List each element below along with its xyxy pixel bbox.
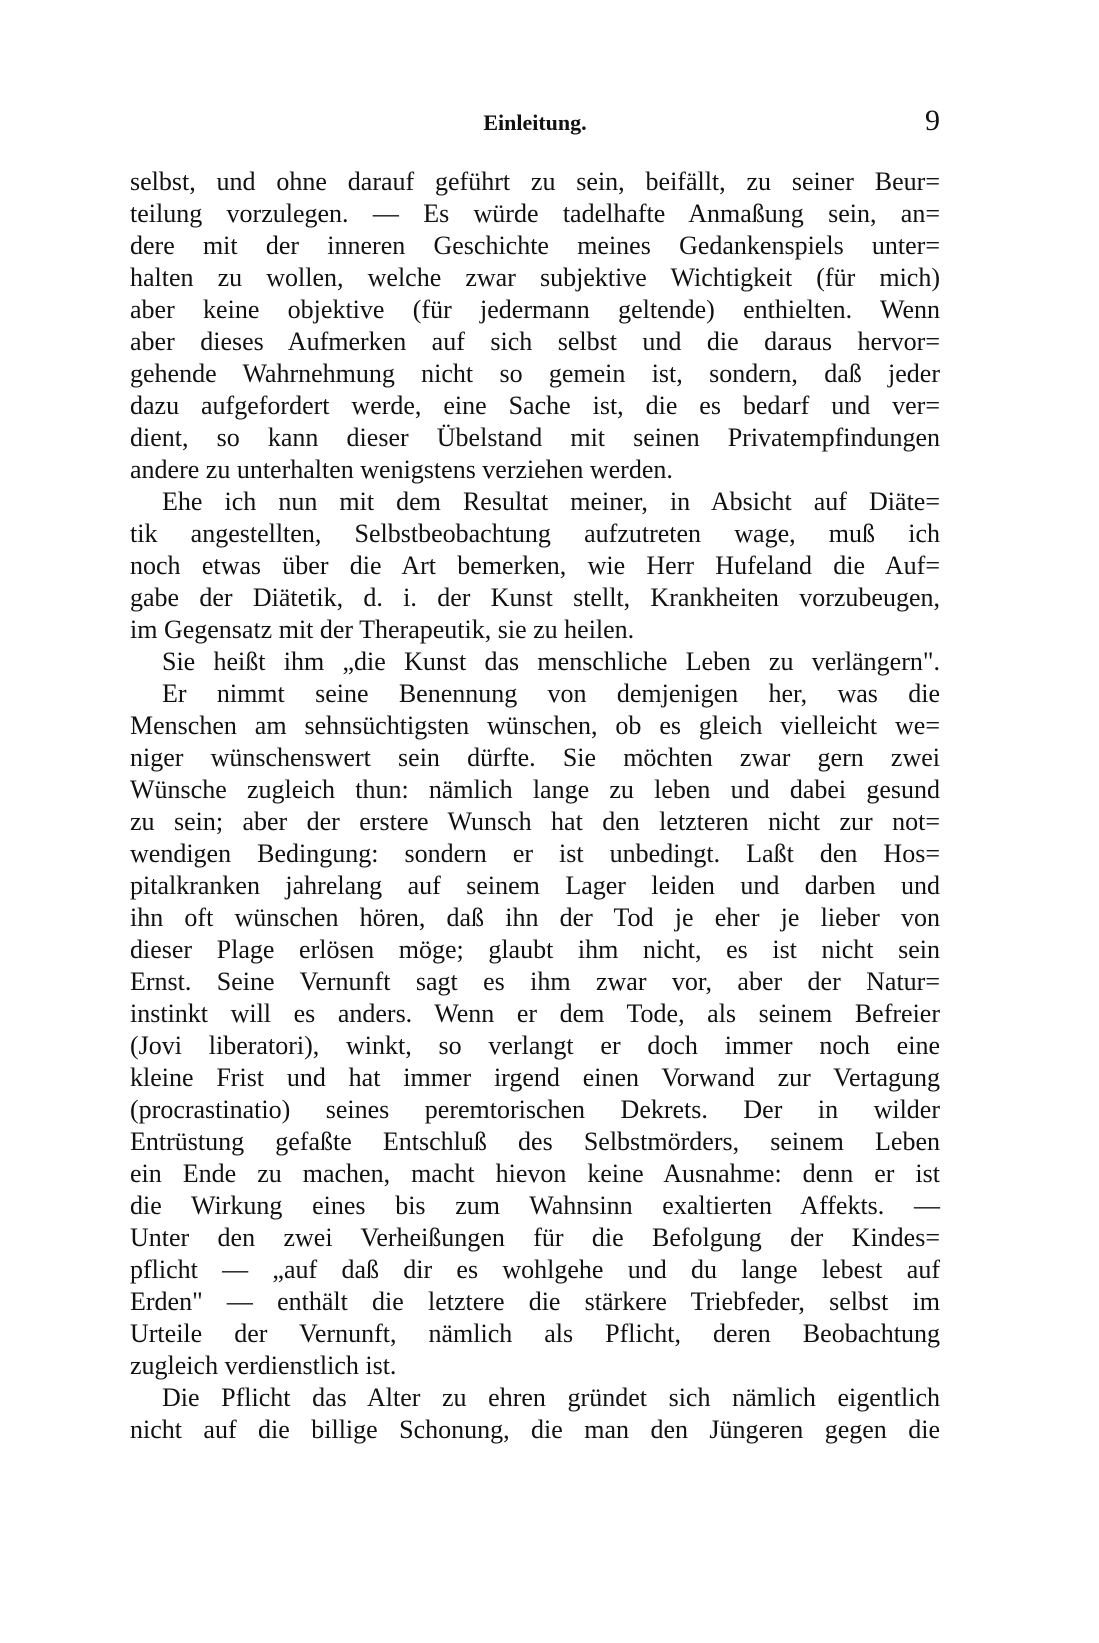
text-line: Sie heißt ihm „die Kunst das menschliche Leben zu verlängern". (162, 647, 940, 676)
text-line: zu sein; aber der erstere Wunsch hat den letzteren nicht zur not= (130, 807, 940, 836)
text-line: im Gegensatz mit der Therapeutik, sie zu heilen. (130, 615, 635, 644)
page-number: 9 (925, 104, 940, 137)
text-line: dient, so kann dieser Übelstand mit seinen Privatempfindungen (130, 423, 940, 452)
text-line: die Wirkung eines bis zum Wahnsinn exaltierten Affekts. — (130, 1191, 940, 1220)
text-line: halten zu wollen, welche zwar subjektive Wichtigkeit (für mich) (130, 263, 940, 292)
text-line: dere mit der inneren Geschichte meines Gedankenspiels unter= (130, 231, 940, 260)
text-line: kleine Frist und hat immer irgend einen Vorwand zur Vertagung (130, 1063, 940, 1092)
text-line: Unter den zwei Verheißungen für die Befolgung der Kindes= (130, 1223, 940, 1252)
running-title: Einleitung. (483, 110, 587, 135)
text-line: Die Pflicht das Alter zu ehren gründet sich nämlich eigentlich (162, 1383, 940, 1412)
text-line: Er nimmt seine Benennung von demjenigen her, was die (162, 679, 940, 708)
text-line: (procrastinatio) seines peremtorischen Dekrets. Der in wilder (130, 1095, 940, 1124)
text-line: aber dieses Aufmerken auf sich selbst und die daraus hervor= (130, 327, 940, 356)
text-line: teilung vorzulegen. — Es würde tadelhafte Anmaßung sein, an= (130, 199, 940, 228)
text-line: gabe der Diätetik, d. i. der Kunst stellt, Krankheiten vorzubeugen, (130, 583, 940, 612)
text-line: pflicht — „auf daß dir es wohlgehe und du lange lebest auf (130, 1255, 940, 1284)
text-line: noch etwas über die Art bemerken, wie Herr Hufeland die Auf= (130, 551, 940, 580)
text-line: Erden" — enthält die letztere die stärkere Triebfeder, selbst im (130, 1287, 940, 1316)
text-line: dazu aufgefordert werde, eine Sache ist, die es bedarf und ver= (130, 391, 940, 420)
text-line: ihn oft wünschen hören, daß ihn der Tod je eher je lieber von (130, 903, 940, 932)
text-line: niger wünschenswert sein dürfte. Sie möchten zwar gern zwei (130, 743, 940, 772)
text-line: dieser Plage erlösen möge; glaubt ihm nicht, es ist nicht sein (130, 935, 940, 964)
text-line: Wünsche zugleich thun: nämlich lange zu leben und dabei gesund (130, 775, 940, 804)
body-text (130, 166, 940, 1446)
text-line: instinkt will es anders. Wenn er dem Tode, als seinem Befreier (130, 999, 940, 1028)
text-line: wendigen Bedingung: sondern er ist unbedingt. Laßt den Hos= (130, 839, 940, 868)
text-line: Ehe ich nun mit dem Resultat meiner, in Absicht auf Diäte= (162, 487, 940, 516)
text-line: tik angestellten, Selbstbeobachtung aufzutreten wage, muß ich (130, 519, 940, 548)
text-line: Ernst. Seine Vernunft sagt es ihm zwar vor, aber der Natur= (130, 967, 940, 996)
text-line: Entrüstung gefaßte Entschluß des Selbstmörders, seinem Leben (130, 1127, 940, 1156)
page-header (130, 104, 940, 140)
text-line: Urteile der Vernunft, nämlich als Pflicht, deren Beobachtung (130, 1319, 940, 1348)
text-line: Menschen am sehnsüchtigsten wünschen, ob es gleich vielleicht we= (130, 711, 940, 740)
text-line: andere zu unterhalten wenigstens verziehen werden. (130, 455, 673, 484)
text-line: aber keine objektive (für jedermann geltende) enthielten. Wenn (130, 295, 940, 324)
text-line: (Jovi liberatori), winkt, so verlangt er doch immer noch eine (130, 1031, 940, 1060)
text-line: nicht auf die billige Schonung, die man den Jüngeren gegen die (130, 1415, 940, 1444)
text-line: pitalkranken jahrelang auf seinem Lager leiden und darben und (130, 871, 940, 900)
text-line: selbst, und ohne darauf geführt zu sein, beifällt, zu seiner Beur= (130, 167, 940, 196)
text-line: zugleich verdienstlich ist. (130, 1351, 397, 1380)
text-line: gehende Wahrnehmung nicht so gemein ist, sondern, daß jeder (130, 359, 940, 388)
text-line: ein Ende zu machen, macht hievon keine Ausnahme: denn er ist (130, 1159, 940, 1188)
